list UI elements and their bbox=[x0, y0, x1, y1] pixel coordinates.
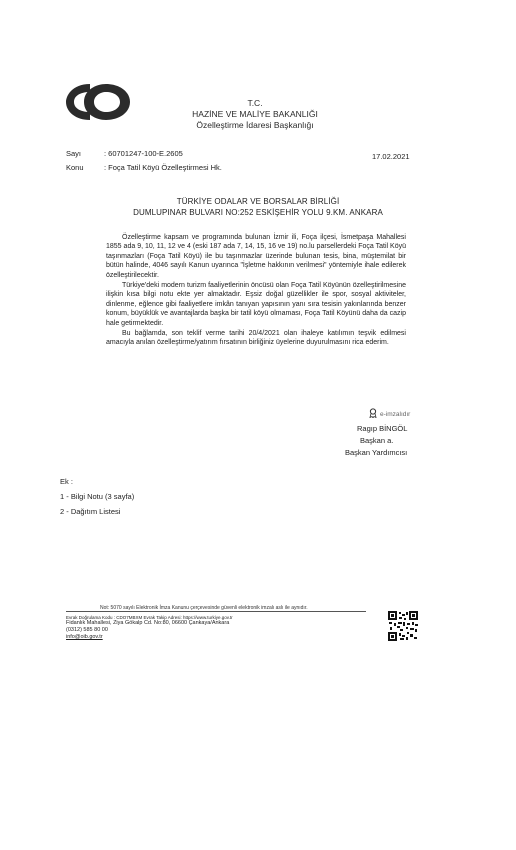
footer-phone: (0312) 585 80 00 bbox=[66, 627, 108, 633]
attachment-item-1: 1 - Bilgi Notu (3 sayfa) bbox=[60, 492, 135, 501]
recipient-address: DUMLUPINAR BULVARI NO:252 ESKİŞEHİR YOLU 9.KM. ANKARA bbox=[133, 208, 383, 217]
header-tc: T.C. bbox=[247, 98, 263, 108]
sayi-label: Sayı bbox=[66, 149, 82, 158]
e-signature-status: e-imzalıdır bbox=[380, 411, 411, 418]
signatory-title: Başkan a. bbox=[360, 436, 394, 445]
konu-label: Konu bbox=[66, 163, 84, 172]
attachments-label: Ek : bbox=[60, 477, 73, 486]
footer-divider bbox=[66, 611, 366, 612]
sayi-value: : 60701247-100-E.2605 bbox=[104, 149, 183, 158]
esign-note: Not: 5070 sayılı Elektronik İmza Kanunu çerçevesinde güvenli elektronik imzalı aslı ile aynıdır. bbox=[100, 605, 308, 611]
verification-code: Evrak Doğrulama Kodu : CDO7MBXM Evrak Takip Adresi: https://www.turkiye.gov.tr bbox=[66, 615, 233, 620]
konu-value: : Foça Tatil Köyü Özelleştirmesi Hk. bbox=[104, 163, 222, 172]
signatory-role: Başkan Yardımcısı bbox=[345, 448, 408, 457]
signatory-name: Ragıp BİNGÖL bbox=[357, 424, 408, 433]
header-ministry: HAZİNE VE MALİYE BAKANLIĞI bbox=[192, 109, 318, 119]
body-paragraph-3: Bu bağlamda, son teklif verme tarihi 20/4/2021 olan ihaleye katılımın teşvik edilmesi amacıyla anılan özelleştirme/yatırım fırsatının birliğiniz üyelerine duyurulmasını rica ederim. bbox=[106, 330, 406, 347]
attachment-item-2: 2 - Dağıtım Listesi bbox=[60, 507, 121, 516]
recipient-name: TÜRKİYE ODALAR VE BORSALAR BİRLİĞİ bbox=[176, 197, 340, 206]
e-signature-icon bbox=[368, 408, 378, 418]
letter-body bbox=[106, 233, 406, 349]
body-paragraph-1: Özelleştirme kapsam ve programında bulunan İzmir ili, Foça ilçesi, İsmetpaşa Mahallesi 1855 ada 9, 10, 11, 12 ve 4 (eski 187 ada 7, 14, 15, 16 ve 19) no.lu parsellerdeki Foça Tatil Köyü taşınmazları (Foça Tatil Köyü) ile bu taşınmazlar üzerinde bulunan tesis, bina, müştemilat bir bütün halinde, 4046 sayılı Kanun uyarınca "İşletme hakkının verilmesi" yöntemiyle ihale edilerek özelleştirilecektir. bbox=[106, 234, 406, 279]
ministry-logo-icon bbox=[62, 78, 134, 126]
footer-address: Fidanlık Mahallesi, Ziya Gökalp Cd. No:80, 06600 Çankaya/Ankara bbox=[66, 620, 230, 626]
document-date: 17.02.2021 bbox=[372, 152, 410, 161]
footer-email[interactable]: info@oib.gov.tr bbox=[66, 634, 103, 640]
qr-code-icon bbox=[388, 611, 418, 641]
body-paragraph-2: Türkiye'deki modern turizm faaliyetlerinin öncüsü olan Foça Tatil Köyünün özelleştirilmesine ilişkin kısa bilgi notu ekte yer almaktadır. Eşsiz doğal güzellikler ile spor, sosyal aktiviteler, dinlenme, eğlence gibi faaliyetlere imkân tanıyan yapısının yanı sıra tesisin yakınlarında benzer konum, büyüklük ve avantajlarda başka bir tatil köyü olmaması, Foça Tatil Köyünü daha da cazip hale getirmektedir. bbox=[106, 282, 406, 327]
header-department: Özelleştirme İdaresi Başkanlığı bbox=[196, 120, 314, 130]
